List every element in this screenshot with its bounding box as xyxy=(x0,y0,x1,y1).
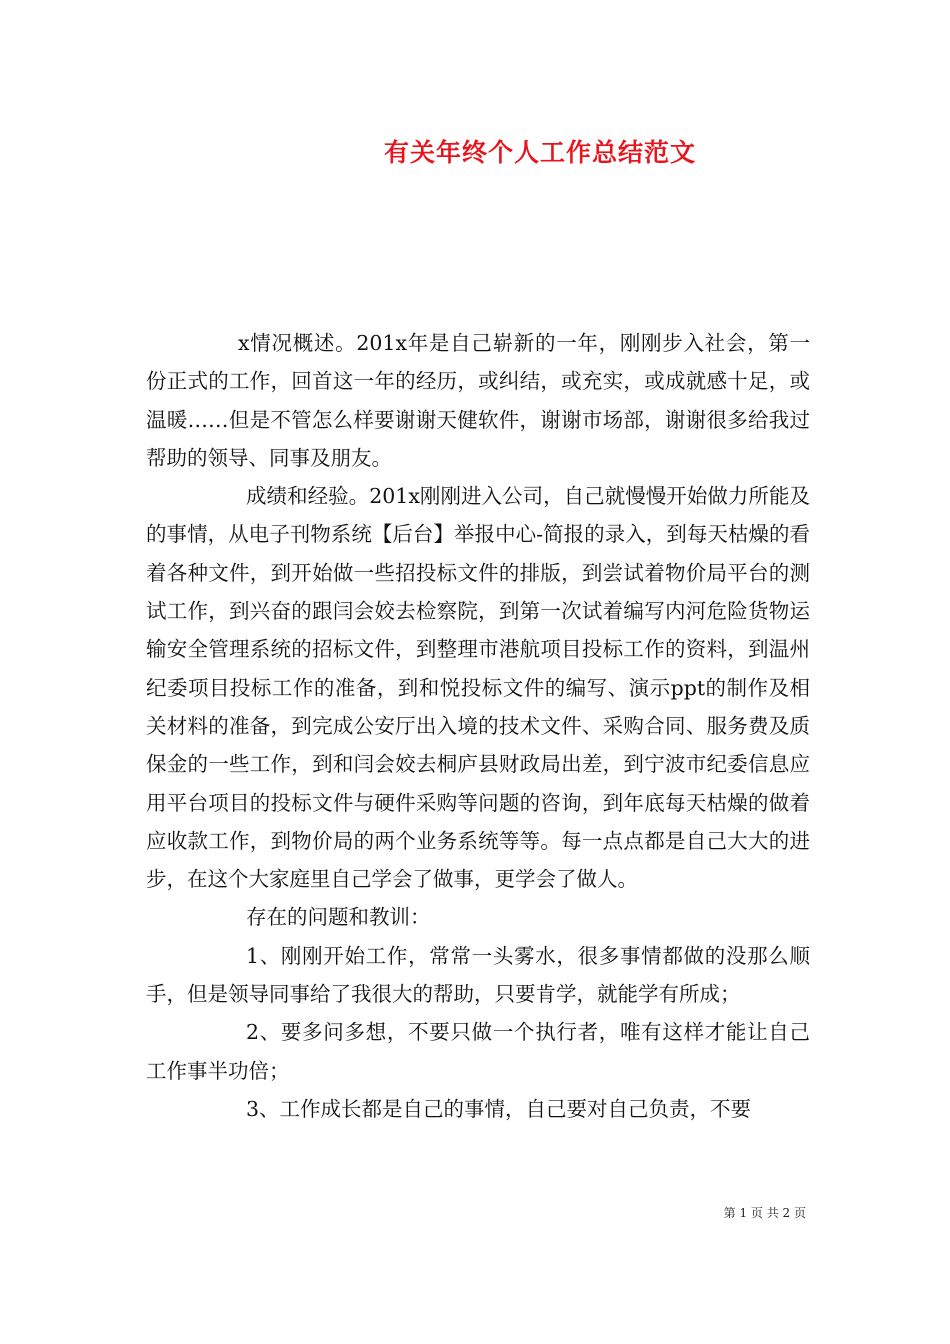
paragraph-lesson-2: 2、要多问多想，不要只做一个执行者，唯有这样才能让自己工作事半功倍； xyxy=(146,1020,810,1083)
document-body xyxy=(146,324,810,1128)
page-number-footer: 第 1 页 共 2 页 xyxy=(723,1206,806,1220)
paragraph-achievements: 成绩和经验。201x刚刚进入公司，自己就慢慢开始做力所能及的事情，从电子刊物系统【后台】举报中心-简报的录入，到每天枯燥的看着各种文件，到开始做一些招投标文件的排版，到尝试着物价局平台的测试工作，到兴奋的跟闫会姣去检察院，到第一次试着编写内河危险货物运输安全管理系统的招标文件，到整理市港航项目投标工作的资料，到温州纪委项目投标工作的准备，到和悦投标文件的编写、演示ppt的制作及相关材料的准备，到完成公安厅出入境的技术文件、采购合同、服务费及质保金的一些工作，到和闫会姣去桐庐县财政局出差，到宁波市纪委信息应用平台项目的投标文件与硬件采购等问题的咨询，到年底每天枯燥的做着应收款工作，到物价局的两个业务系统等等。每一点点都是自己大大的进步，在这个大家庭里自己学会了做事，更学会了做人。 xyxy=(146,484,810,892)
paragraph-lesson-1: 1、刚刚开始工作，常常一头雾水，很多事情都做的没那么顺手，但是领导同事给了我很大的帮助，只要肯学，就能学有所成； xyxy=(146,943,810,1007)
paragraph-lesson-3: 3、工作成长都是自己的事情，自己要对自己负责，不要 xyxy=(246,1096,752,1121)
paragraph-overview: x情况概述。201x年是自己崭新的一年，刚刚步入社会，第一份正式的工作，回首这一年的经历，或纠结，或充实，或成就感十足，或温暖……但是不管怎么样要谢谢天健软件，谢谢市场部，谢谢很多给我过帮助的领导、同事及朋友。 xyxy=(146,331,810,470)
document-title: 有关年终个人工作总结范文 xyxy=(383,138,696,167)
paragraph-problems-heading: 存在的问题和教训： xyxy=(246,905,431,930)
